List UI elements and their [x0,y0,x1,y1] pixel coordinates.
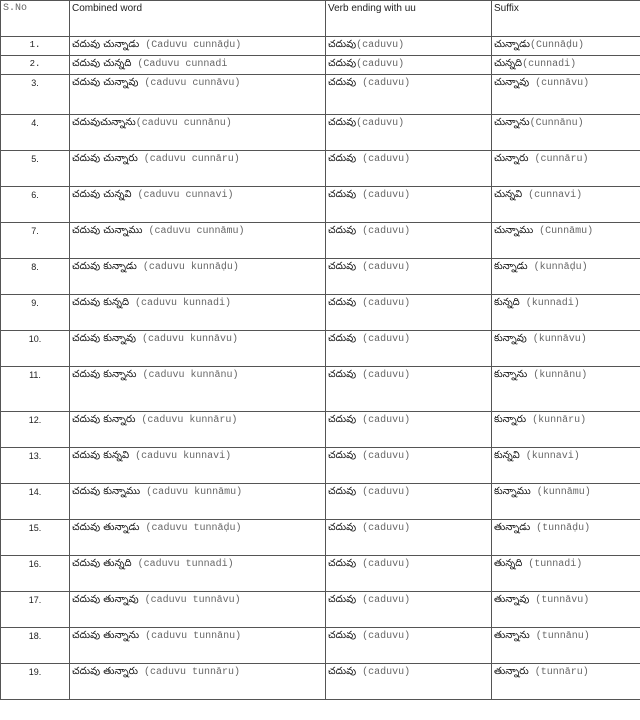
verb-cell-transliteration: (caduvu) [356,298,411,309]
row-number: 15. [1,520,70,556]
verb-cell [326,412,492,448]
table-row [1,56,640,75]
combined-word-cell-transliteration: (caduvu kunnāru) [135,415,238,426]
row-number: 2. [1,56,70,75]
verb-cell-transliteration: (caduvu) [356,631,411,642]
verb-cell-transliteration: (caduvu) [356,190,411,201]
suffix-cell [492,556,640,592]
header-sno: S.No [1,1,70,37]
combined-word-cell [70,592,326,628]
suffix-cell-telugu: చున్నాము [494,225,534,236]
suffix-cell-transliteration: (kunnavi) [519,451,580,462]
table-row [1,556,640,592]
verb-cell-telugu: చదువు [328,594,357,605]
table-row [1,115,640,151]
suffix-cell-transliteration: (tunnānu) [529,631,590,642]
suffix-cell-telugu: తున్నాను [494,630,530,641]
suffix-cell-transliteration: (cunnadi) [522,59,577,70]
row-number: 16. [1,556,70,592]
verb-cell [326,295,492,331]
verb-cell-telugu: చదువు [328,58,357,69]
combined-word-cell-telugu: చదువు చున్నావు [72,77,139,88]
combined-word-cell [70,295,326,331]
suffix-cell-transliteration: (tunnāru) [528,667,589,678]
verb-cell [326,367,492,412]
row-number: 6. [1,187,70,223]
row-number: 3. [1,75,70,115]
combined-word-cell [70,37,326,56]
suffix-cell [492,295,640,331]
suffix-cell-telugu: తున్నది [494,558,523,569]
row-number: 19. [1,664,70,700]
suffix-cell [492,520,640,556]
combined-word-cell-telugu: చదువు కున్నది [72,297,130,308]
verb-cell-transliteration: (caduvu) [356,370,411,381]
combined-word-cell [70,628,326,664]
combined-word-cell-transliteration: (Caduvu cunnāḍu) [139,40,242,51]
header-suffix: Suffix [492,1,640,37]
suffix-cell [492,37,640,56]
suffix-cell-telugu: చున్నాడు [494,39,530,50]
suffix-cell-telugu: చున్నాను [494,117,530,128]
combined-word-cell [70,520,326,556]
header-verb-ending: Verb ending with uu [326,1,492,37]
verb-cell-telugu: చదువు [328,450,357,461]
verb-cell-telugu: చదువు [328,189,357,200]
verb-cell [326,223,492,259]
verb-cell [326,187,492,223]
suffix-cell-transliteration: (kunnāru) [526,415,587,426]
verb-cell-transliteration: (caduvu) [356,40,405,51]
combined-word-cell [70,664,326,700]
verb-cell-telugu: చదువు [328,414,357,425]
table-row [1,367,640,412]
table-row [1,223,640,259]
combined-word-cell-transliteration: (caduvu tunnāḍu) [139,523,242,534]
combined-word-cell [70,331,326,367]
verb-cell-transliteration: (caduvu) [356,59,405,70]
combined-word-cell-telugu: చదువు చున్నాడు [72,39,140,50]
verb-cell [326,664,492,700]
verb-cell-telugu: చదువు [328,117,357,128]
verb-cell [326,75,492,115]
row-number: 5. [1,151,70,187]
verb-cell [326,484,492,520]
verb-cell [326,628,492,664]
verb-cell-telugu: చదువు [328,486,357,497]
verb-cell-telugu: చదువు [328,225,357,236]
verb-cell-transliteration: (caduvu) [356,78,411,89]
suffix-cell-telugu: తున్నావు [494,594,530,605]
combined-word-cell-telugu: చదువు కున్నవి [72,450,130,461]
suffix-cell [492,115,640,151]
combined-word-cell-transliteration: (caduvu kunnānu) [136,370,239,381]
table-row [1,295,640,331]
suffix-cell-transliteration: (tunnadi) [522,559,583,570]
table-row [1,448,640,484]
suffix-cell-telugu: కున్నవి [494,450,520,461]
combined-word-cell [70,556,326,592]
suffix-cell [492,75,640,115]
suffix-cell-transliteration: (kunnadi) [519,298,580,309]
verb-cell-transliteration: (caduvu) [356,262,411,273]
table-row [1,592,640,628]
row-number: 9. [1,295,70,331]
suffix-cell-transliteration: (kunnāmu) [530,487,591,498]
suffix-cell-transliteration: (kunnānu) [527,370,588,381]
verb-cell-telugu: చదువు [328,666,357,677]
suffix-cell [492,151,640,187]
suffix-cell-telugu: తున్నారు [494,666,529,677]
verb-cell [326,331,492,367]
suffix-cell-telugu: కున్నారు [494,414,527,425]
verb-cell [326,151,492,187]
combined-word-cell-telugu: చదువు చున్నారు [72,153,138,164]
suffix-cell-transliteration: (kunnāvu) [526,334,587,345]
suffix-cell-telugu: కున్నాడు [494,261,528,272]
suffix-cell [492,223,640,259]
verb-cell-telugu: చదువు [328,297,357,308]
suffix-cell [492,367,640,412]
row-number: 4. [1,115,70,151]
combined-word-cell [70,56,326,75]
verb-cell [326,592,492,628]
suffix-cell-telugu: చున్నారు [494,153,529,164]
verb-cell-transliteration: (caduvu) [356,667,411,678]
combined-word-cell [70,448,326,484]
suffix-cell-transliteration: (tunnāvu) [529,595,590,606]
combined-word-cell-telugu: చదువు కున్నాడు [72,261,137,272]
combined-word-cell-transliteration: (caduvu tunnadi) [131,559,234,570]
verb-cell-telugu: చదువు [328,522,357,533]
verb-cell-transliteration: (caduvu) [356,226,411,237]
combined-word-cell-transliteration: (caduvu kunnavi) [129,451,232,462]
verb-cell-transliteration: (caduvu) [356,415,411,426]
combined-word-cell-transliteration: (caduvu tunnānu) [139,631,242,642]
table-row [1,628,640,664]
suffix-cell [492,412,640,448]
suffix-cell [492,187,640,223]
verb-cell-transliteration: (caduvu) [356,334,411,345]
suffix-cell [492,331,640,367]
row-number: 18. [1,628,70,664]
suffix-cell [492,484,640,520]
verb-cell [326,556,492,592]
combined-word-cell-telugu: చదువు కున్నాను [72,369,137,380]
row-number: 1. [1,37,70,56]
combined-word-cell-telugu: చదువు తున్నాడు [72,522,140,533]
combined-word-cell [70,259,326,295]
combined-word-cell-transliteration: (caduvu tunnāru) [137,667,240,678]
row-number: 11. [1,367,70,412]
table-row [1,37,640,56]
table-row [1,664,640,700]
combined-word-cell [70,484,326,520]
table-row [1,412,640,448]
suffix-cell [492,448,640,484]
combined-word-cell-transliteration: (caduvu kunnadi) [129,298,232,309]
combined-word-cell [70,187,326,223]
suffix-cell-telugu: కున్నావు [494,333,527,344]
verb-cell-telugu: చదువు [328,369,357,380]
row-number: 13. [1,448,70,484]
combined-word-cell-telugu: చదువు కున్నావు [72,333,136,344]
combined-word-cell [70,151,326,187]
combined-word-cell-telugu: చదువు కున్నాము [72,486,141,497]
row-number: 7. [1,223,70,259]
suffix-cell [492,628,640,664]
suffix-cell-telugu: చున్నావు [494,77,530,88]
verb-cell [326,520,492,556]
verb-cell-telugu: చదువు [328,153,357,164]
suffix-cell [492,56,640,75]
suffix-cell-transliteration: (Cunnāmu) [533,226,594,237]
verb-cell-transliteration: (caduvu) [356,118,405,129]
table-row [1,331,640,367]
combined-word-cell-transliteration: (caduvu kunnāḍu) [136,262,239,273]
row-number: 10. [1,331,70,367]
verb-cell-telugu: చదువు [328,39,357,50]
verb-cell-transliteration: (caduvu) [356,451,411,462]
suffix-cell-transliteration: (tunnāḍu) [530,523,591,534]
suffix-cell-transliteration: (kunnāḍu) [527,262,588,273]
combined-word-cell [70,115,326,151]
verb-cell [326,37,492,56]
combined-word-cell-telugu: చదువు చున్నవి [72,189,132,200]
combined-word-cell [70,223,326,259]
combined-word-cell-telugu: చదువుచున్నాను [72,117,136,128]
suffix-cell-transliteration: (cunnāru) [528,154,589,165]
combined-word-cell-telugu: చదువు తున్నారు [72,666,138,677]
table-row [1,484,640,520]
suffix-cell-transliteration: (Cunnānu) [529,118,584,129]
suffix-cell-transliteration: (cunnāvu) [529,78,590,89]
suffix-cell [492,664,640,700]
suffix-cell-transliteration: (Cunnāḍu) [529,40,584,51]
combined-word-cell-transliteration: (Caduvu cunnadi [131,59,228,70]
combined-word-cell-telugu: చదువు చున్నది [72,58,132,69]
suffix-cell-telugu: తున్నాడు [494,522,531,533]
row-number: 12. [1,412,70,448]
combined-word-cell-transliteration: (caduvu cunnāmu) [142,226,245,237]
table-row [1,187,640,223]
verb-cell-telugu: చదువు [328,77,357,88]
verb-cell-telugu: చదువు [328,261,357,272]
combined-word-cell-telugu: చదువు తున్నాను [72,630,140,641]
combined-word-cell-transliteration: (caduvu kunnāmu) [140,487,243,498]
table-row [1,520,640,556]
verb-cell-transliteration: (caduvu) [356,595,411,606]
combined-word-cell [70,367,326,412]
combined-word-cell-transliteration: (caduvu cunnavi) [131,190,234,201]
combined-word-cell-transliteration: (caduvu cunnāru) [137,154,240,165]
verb-cell [326,56,492,75]
suffix-cell [492,592,640,628]
verb-cell [326,259,492,295]
combined-word-cell-telugu: చదువు చున్నాము [72,225,143,236]
row-number: 8. [1,259,70,295]
verb-cell-transliteration: (caduvu) [356,523,411,534]
combined-word-cell-transliteration: (caduvu cunnāvu) [138,78,241,89]
table-row [1,151,640,187]
header-row [1,1,640,37]
verb-cell-telugu: చదువు [328,558,357,569]
combined-word-cell-transliteration: (caduvu tunnāvu) [138,595,241,606]
verb-cell [326,115,492,151]
suffix-cell-telugu: కున్నది [494,297,520,308]
suffix-cell-telugu: చున్నవి [494,189,523,200]
table-row [1,75,640,115]
verb-cell-telugu: చదువు [328,630,357,641]
combined-word-cell-telugu: చదువు తున్నది [72,558,132,569]
verb-cell-telugu: చదువు [328,333,357,344]
verb-cell [326,448,492,484]
combined-word-cell [70,412,326,448]
combined-word-cell-telugu: చదువు తున్నావు [72,594,139,605]
combined-word-cell-transliteration: (caduvu cunnānu) [135,118,232,129]
row-number: 17. [1,592,70,628]
combined-word-cell-transliteration: (caduvu kunnāvu) [136,334,239,345]
suffix-cell-transliteration: (cunnavi) [522,190,583,201]
combined-word-cell-telugu: చదువు కున్నారు [72,414,136,425]
table-row [1,259,640,295]
verb-cell-transliteration: (caduvu) [356,154,411,165]
suffix-cell [492,259,640,295]
combined-word-cell [70,75,326,115]
suffix-cell-telugu: కున్నాను [494,369,528,380]
header-combined-word: Combined word [70,1,326,37]
suffix-cell-telugu: చున్నది [494,58,523,69]
verb-cell-transliteration: (caduvu) [356,559,411,570]
verb-cell-transliteration: (caduvu) [356,487,411,498]
row-number: 14. [1,484,70,520]
suffix-cell-telugu: కున్నాము [494,486,531,497]
